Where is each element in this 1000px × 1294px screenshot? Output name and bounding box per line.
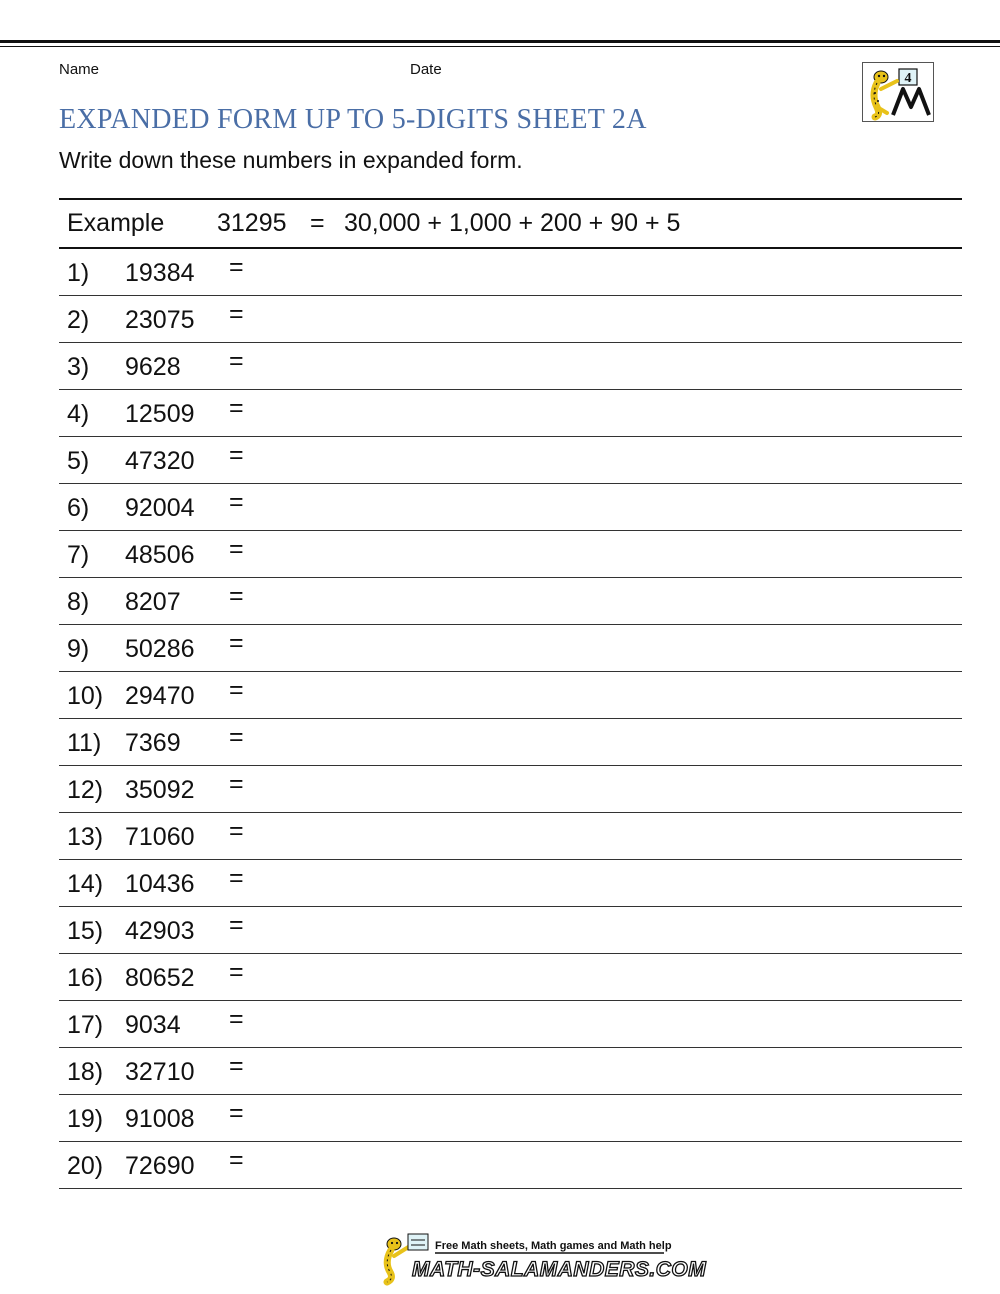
question-index: 15)	[67, 917, 104, 945]
question-equals: =	[229, 1052, 244, 1080]
question-row	[59, 437, 962, 484]
question-index: 3)	[67, 353, 90, 381]
question-number: 9034	[125, 1011, 181, 1039]
question-equals: =	[229, 582, 244, 610]
question-row	[59, 1095, 962, 1142]
question-number: 47320	[125, 447, 195, 475]
name-label: Name	[59, 61, 100, 78]
question-index: 18)	[67, 1058, 104, 1086]
question-index: 19)	[67, 1105, 104, 1133]
date-label: Date	[410, 61, 442, 78]
question-row	[59, 1142, 962, 1189]
question-number: 71060	[125, 823, 195, 851]
example-number: 31295	[217, 209, 287, 237]
question-index: 7)	[67, 541, 90, 569]
question-index: 12)	[67, 776, 104, 804]
question-index: 16)	[67, 964, 104, 992]
question-equals: =	[229, 958, 244, 986]
question-row	[59, 766, 962, 813]
question-equals: =	[229, 629, 244, 657]
question-number: 32710	[125, 1058, 195, 1086]
question-index: 1)	[67, 259, 90, 287]
question-row	[59, 531, 962, 578]
footer-salamander-logo-icon	[378, 1232, 707, 1284]
footer-tagline: Free Math sheets, Math games and Math help	[435, 1240, 672, 1252]
question-row	[59, 719, 962, 766]
question-number: 80652	[125, 964, 195, 992]
question-equals: =	[229, 394, 244, 422]
question-row	[59, 578, 962, 625]
question-number: 42903	[125, 917, 195, 945]
question-row	[59, 813, 962, 860]
question-equals: =	[229, 535, 244, 563]
question-equals: =	[229, 1146, 244, 1174]
question-number: 29470	[125, 682, 195, 710]
question-row	[59, 860, 962, 907]
question-row	[59, 954, 962, 1001]
question-index: 17)	[67, 1011, 104, 1039]
example-equals: =	[310, 209, 325, 237]
question-equals: =	[229, 676, 244, 704]
worksheet-table	[59, 198, 962, 1189]
question-number: 91008	[125, 1105, 195, 1133]
question-equals: =	[229, 911, 244, 939]
question-row	[59, 484, 962, 531]
question-index: 11)	[67, 729, 102, 757]
question-number: 72690	[125, 1152, 195, 1180]
question-number: 48506	[125, 541, 195, 569]
example-row	[59, 200, 962, 249]
question-equals: =	[229, 770, 244, 798]
example-answer: 30,000 + 1,000 + 200 + 90 + 5	[344, 209, 681, 237]
question-equals: =	[229, 817, 244, 845]
question-equals: =	[229, 488, 244, 516]
question-number: 9628	[125, 353, 181, 381]
footer-logo	[378, 1232, 707, 1284]
question-number: 92004	[125, 494, 195, 522]
example-label: Example	[67, 209, 165, 237]
question-row	[59, 390, 962, 437]
top-rule-thin	[0, 46, 1000, 47]
instructions: Write down these numbers in expanded form.	[59, 147, 523, 173]
salamander-logo	[862, 62, 934, 122]
question-index: 8)	[67, 588, 90, 616]
question-equals: =	[229, 300, 244, 328]
question-index: 5)	[67, 447, 90, 475]
question-number: 23075	[125, 306, 195, 334]
question-number: 12509	[125, 400, 195, 428]
question-index: 9)	[67, 635, 90, 663]
question-number: 8207	[125, 588, 181, 616]
question-index: 20)	[67, 1152, 104, 1180]
question-equals: =	[229, 441, 244, 469]
question-row	[59, 249, 962, 296]
question-equals: =	[229, 1099, 244, 1127]
question-equals: =	[229, 253, 244, 281]
question-index: 10)	[67, 682, 104, 710]
question-index: 14)	[67, 870, 104, 898]
question-row	[59, 625, 962, 672]
question-index: 2)	[67, 306, 90, 334]
question-number: 35092	[125, 776, 195, 804]
question-row	[59, 1048, 962, 1095]
question-row	[59, 343, 962, 390]
sheet-title: EXPANDED FORM UP TO 5-DIGITS SHEET 2A	[59, 104, 647, 135]
question-row	[59, 672, 962, 719]
question-row	[59, 296, 962, 343]
top-rule-thick	[0, 40, 1000, 43]
question-row	[59, 907, 962, 954]
question-equals: =	[229, 1005, 244, 1033]
logo-grade: 4	[904, 71, 912, 86]
salamander-logo-icon	[863, 63, 933, 121]
question-equals: =	[229, 347, 244, 375]
question-number: 7369	[125, 729, 181, 757]
question-number: 50286	[125, 635, 195, 663]
question-equals: =	[229, 723, 244, 751]
footer-site: MATH-SALAMANDERS.COM	[412, 1258, 707, 1281]
question-number: 19384	[125, 259, 195, 287]
question-index: 4)	[67, 400, 90, 428]
question-index: 6)	[67, 494, 90, 522]
question-equals: =	[229, 864, 244, 892]
question-row	[59, 1001, 962, 1048]
question-index: 13)	[67, 823, 104, 851]
question-number: 10436	[125, 870, 195, 898]
